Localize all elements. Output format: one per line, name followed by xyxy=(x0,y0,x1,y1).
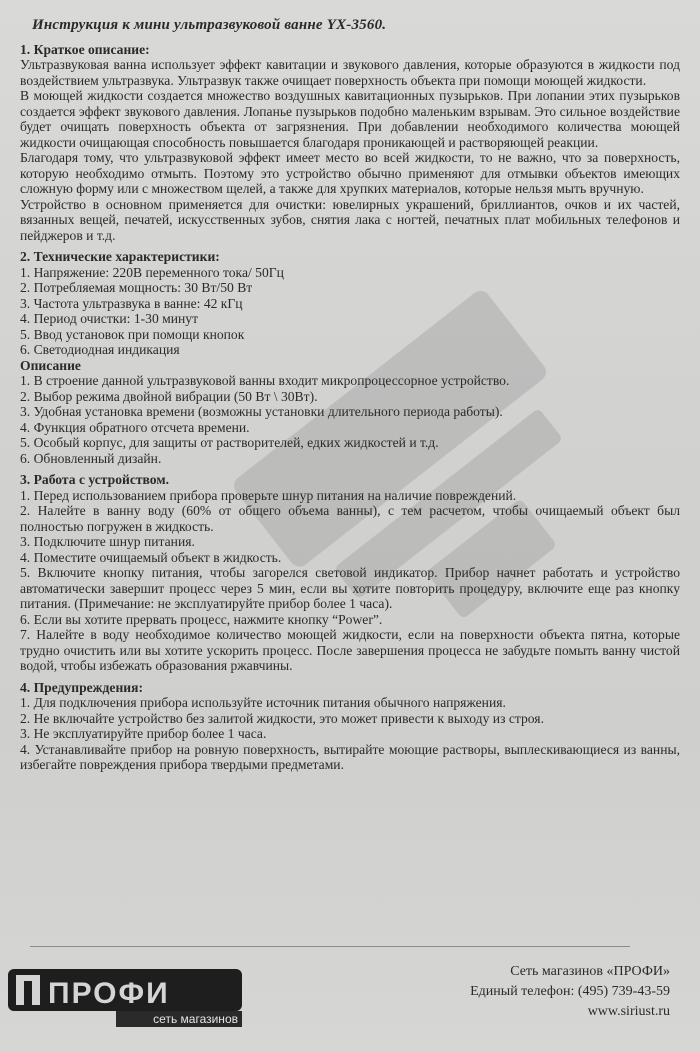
list-item: 4. Устанавливайте прибор на ровную поверхность, вытирайте моющие растворы, выплескивающиеся из ванны, избегайте повреждения прибора твердыми предметами. xyxy=(20,741,680,772)
section-description xyxy=(20,358,680,467)
list-item: 2. Потребляемая мощность: 30 Вт/50 Вт xyxy=(20,280,253,295)
document-title: Инструкция к мини ультразвуковой ванне YX-3560. xyxy=(32,17,387,33)
logo-name: ПРОФИ xyxy=(48,977,170,1010)
list-item: 1. Напряжение: 220В переменного тока/ 50Гц xyxy=(20,264,284,280)
logo-tagline: сеть магазинов xyxy=(153,1012,238,1026)
section-heading: 4. Предупреждения: xyxy=(20,679,143,695)
list-item: 1. Перед использованием прибора проверьте шнур питания на наличие повреждений. xyxy=(20,487,517,503)
section-warnings xyxy=(20,680,680,773)
list-item: 6. Светодиодная индикация xyxy=(20,342,180,357)
list-item: 2. Выбор режима двойной вибрации (50 Вт \ 30Вт). xyxy=(20,388,318,404)
list-item: 4. Поместите очищаемый объект в жидкость. xyxy=(20,549,282,565)
section-brief-description xyxy=(20,42,680,244)
list-item: 4. Функция обратного отсчета времени. xyxy=(20,419,250,435)
list-item: 1. Для подключения прибора используйте источник питания обычного напряжения. xyxy=(20,695,506,710)
footer-contacts xyxy=(470,962,670,1022)
list-item: 4. Период очистки: 1-30 минут xyxy=(20,311,199,326)
list-item: 1. В строение данной ультразвуковой ванны входит микропроцессорное устройство. xyxy=(20,373,510,388)
section-heading: 3. Работа с устройством. xyxy=(20,472,169,487)
footer-website: www.siriust.ru xyxy=(587,1004,670,1019)
list-item: 2. Не включайте устройство без залитой жидкости, это может привести к выходу из строя. xyxy=(20,710,544,726)
list-item: 5. Особый корпус, для защиты от растворителей, едких жидкостей и т.д. xyxy=(20,435,439,450)
footer-store-name: Сеть магазинов «ПРОФИ» xyxy=(510,964,670,979)
list-item: 5. Включите кнопку питания, чтобы загорелся световой индикатор. Прибор начнет работать и устройство автоматически завершит процесс через 5 мин, если вы хотите повторить процедуру, включите еще раз кнопку питания. (Примечание: не эксплуатируйте прибор более 1 часа). xyxy=(20,565,680,611)
list-item: 3. Подключите шнур питания. xyxy=(20,534,195,549)
section-heading: 1. Краткое описание: xyxy=(20,41,150,57)
paragraph: Благодаря тому, что ультразвуковой эффект имеет место во всей жидкости, то не важно, что за поверхность, которую необходимо отмыть. Поэтому это устройство обычно применяют для отмывки объектов имеющих сложную форму или с множеством щелей, а также для хрупких материалов, которые нельзя мыть вручную. xyxy=(20,150,680,196)
section-specifications xyxy=(20,249,680,358)
list-item: 2. Налейте в ванну воду (60% от общего объема ванны), с тем расчетом, чтобы очищаемый объект был полностью погружен в жидкость. xyxy=(20,503,680,534)
list-item: 6. Обновленный дизайн. xyxy=(20,450,162,466)
paragraph: Ультразвуковая ванна использует эффект кавитации и звукового давления, которые образуются в жидкости под воздействием ультразвука. Ультразвук также очищает поверхность объекта при помощи моющей жидкости. xyxy=(20,57,680,88)
footer-phone: Единый телефон: (495) 739-43-59 xyxy=(470,984,670,999)
list-item: 3. Не эксплуатируйте прибор более 1 часа. xyxy=(20,726,267,741)
list-item: 7. Налейте в воду необходимое количество моющей жидкости, если на поверхности объекта пятна, которые трудно очистить или вы хотите ускорить процесс. После завершения процесса не забудьте помыть ванну чистой водой, чтобы избежать образования ржавчины. xyxy=(20,627,680,673)
paragraph: Устройство в основном применяется для очистки: ювелирных украшений, бриллиантов, очков и их частей, вязанных вещей, печатей, искусственных зубов, снятия лака с ногтей, печатных плат мобильных телефонов и пейджеров и т.д. xyxy=(20,196,680,243)
profi-logo xyxy=(6,965,246,1029)
list-item: 3. Удобная установка времени (возможны установки длительного периода работы). xyxy=(20,404,503,419)
section-heading: Описание xyxy=(20,357,81,373)
section-operation xyxy=(20,472,680,674)
section-heading: 2. Технические характеристики: xyxy=(20,249,220,264)
paragraph: В моющей жидкости создается множество воздушных кавитационных пузырьков. При лопании этих пузырьков создается эффект звукового давления. Лопанье пузырьков подобно маленьким взрывам. Это сильное воздействие будет очищать поверхность объекта от загрязнения. При добавлении необходимого количества моющей жидкости очищающая способность повышается благодаря проникающей и растворяющей реакции. xyxy=(20,88,680,150)
list-item: 5. Ввод установок при помощи кнопок xyxy=(20,326,245,342)
list-item: 6. Если вы хотите прервать процесс, нажмите кнопку “Power”. xyxy=(20,611,383,627)
list-item: 3. Частота ультразвука в ванне: 42 кГц xyxy=(20,295,243,311)
document-body xyxy=(20,18,680,773)
footer-divider xyxy=(30,946,630,947)
